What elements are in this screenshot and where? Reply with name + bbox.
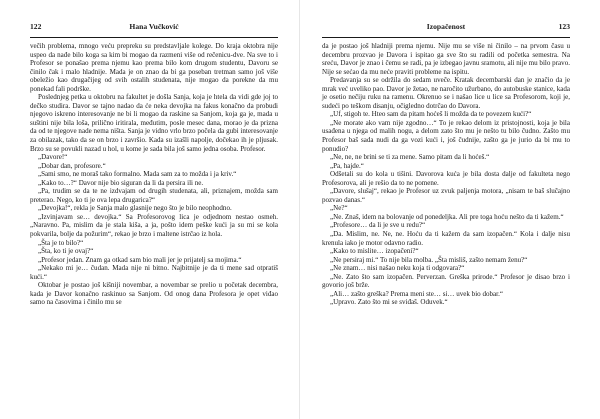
paragraph: „Kako to mislite… izopačeni?“: [330, 247, 419, 256]
paragraph: večih problema, mnogo veću prepreku su predstavljale kolege. Do kraja oktobra nije uspeo da nađe bilo koga sa kim bi mogao da razmeni više od rečenicu-dve. Na sve to i Profesor se ponašao prema njemu kao prema bilo kom drugom studentu, Davoru se činilo čak i malo hladnije. Mada je on znao da bi ga poseban tretman samo još više obeležio kao drugačijeg od svih ostalih studenata, nije mogao da porekne da mu ponekad fali podrške.: [30, 42, 278, 93]
paragraph: „Nekako mi je… čudan. Mada nije ni bitno. Najbitnije je da ti mene sad otpratiš kući.“: [30, 264, 278, 281]
right-running-header: [322, 22, 570, 37]
paragraph: „Davore!“: [38, 153, 68, 162]
left-page-number: 122: [30, 22, 42, 31]
left-running-header: [30, 22, 278, 37]
paragraph: „Profesore… da li je sve u redu?“: [330, 221, 426, 230]
left-running-head: Hana Vučković: [129, 22, 179, 31]
paragraph: „Šta je to bilo?“: [38, 238, 84, 247]
paragraph: „Izvinjavam se… devojka.“ Sa Profesorovog lica je odjednom nestao osmeh. „Naravno. Pa, mislim da je stala kiša, a ja, pošto idem peške kući ja su mi se kola pokvarila, bolje da požurim“, rekao je brzo i maltene istrčao iz hola.: [30, 212, 278, 239]
paragraph: „Davore, slušaj“, rekao je Profesor uz zvuk paljenja motora, „nisam te baš slučajno pozvao danas.“: [322, 187, 570, 204]
paragraph: „Dobar dan, profesore.“: [38, 161, 106, 170]
paragraph: „Ne, ne, ne brini se ti za mene. Samo pitam da li hoćeš.“: [330, 153, 490, 162]
paragraph: Predavanja su se održila do sedam uveče. Kratak decembarski dan je značio da je mrak već uveliko pao. Davor je žetao, ne naročito užurbano, do autobuske stanice, kada je osetio nečiju ruku na ramenu. Okrenuo se i našao lice u lice sa Profesorom, koji je, sudeći po teškom disanju, očigledno dotrčao do Davora.: [322, 76, 570, 110]
right-running-head: Izopačenost: [426, 22, 466, 31]
paragraph: „Kako to…?“ Davor nije bio siguran da li da persira ili ne.: [38, 178, 204, 187]
paragraph: „Uf, stigoh te. Hteo sam da pitam hoćeš li možda da te povezem kući?“: [330, 110, 532, 119]
paragraph: „Ne?“: [330, 204, 348, 213]
paragraph: Oktobar je postao još kišniji novembar, a novembar se prelio u početak decembra, kada je Davor konačno raskinuo sa Sanjom. Od onog dana Profesora je opet viđao samo na časovima i činilo mu se: [30, 281, 278, 307]
paragraph: „Devojka!“, reklа je Sanja malo glasnije nego što je bilo neophodno.: [38, 204, 232, 213]
paragraph: „Ne persiraj mi.“ To nije bila molba. „Šta misliš, zašto nemam ženu?“: [330, 255, 528, 264]
paragraph: „Ne morate ako vam nije zgodno…“ To je rekao delom iz pristojnosti, koja je bila usađena u njega od malih nogu, a delom zato što mu je nešto tu bilo čudno. Zašto mu Profesor baš sada nudi da ga vozi kući i, još čudnije, zašto ga je jurio da bi mu to ponudio?: [322, 118, 570, 153]
paragraph: „Ali… zašto greška? Prema meni ste… si… uvek bio dobar.“: [330, 289, 503, 298]
paragraph: da je postao još hladniji prema njemu. Nije mu se više ni činilo – na prvom času u decembru prozvao je Davora i ispitao ga sve što su radili od početka semestra. Na sreću, Davor je znao i čemu se radi, pa je izbegao javnu sramotu, ali nije mu bilo pravo. Nije se sećao da mu neće praviti probleme na ispitu.: [322, 42, 570, 76]
paragraph: „Upravo. Zato što mi se sviđaš. Oduvek.“: [330, 298, 448, 307]
paragraph: „Profesor jedan. Znam ga otkad sam bio mali jer je prijatelj sa mojima.“: [38, 255, 242, 264]
paragraph: „Da. Mislim, ne. Ne, ne. Hoću da ti kažem da sam izopačen.“ Kola i dalje nisu krenula iako je motor odavno radio.: [322, 230, 570, 247]
paragraph: „Sami smo, ne moraš tako formalno. Mada sam za to možda i ja kriv.“: [38, 170, 237, 179]
right-body-text: [322, 42, 570, 307]
paragraph: Poslednjeg petka u oktobru na fakultet je došla Sanja, koja je htela da vidi gde joj to dečko studira. Davor se tajno nadao da će neka devojka na fakus konačno da probudi njegovo iskreno interesovanje ne bi li mogao da raskine sa Sanjom, koja ga je, mada u suštini nije bila loša, prilično iritirala, međutim, posle mesec dana, morao je da prizna da od te njegove nade nema ništa. Sanja je vidno vrlo brzo počela da gubi interesovanje za obilazak, tako da se on brzo i završio. Kada su izašli napolje, dočekao ih je pljusak. Brzo su se povukli nazad u hol, u kome je sada bila još samo jedna osoba. Profesor.: [30, 93, 278, 153]
left-header-rule: [30, 37, 278, 38]
paragraph: „Pa, trudim se da te ne izdvajam od drugih studenata, ali, priznajem, možda sam preterao. Nego, ko ti je ova lepa drugarica?“: [30, 187, 278, 204]
left-body-text: [30, 42, 278, 307]
paragraph: „Pa, hajde.“: [330, 161, 364, 170]
paragraph: „Ne. Znaš, idem na bolovanje od ponedeljka. Ali pre toga hoću nešto da ti kažem.“: [330, 212, 564, 221]
paragraph: „Ne znam… nisi našao neku koja ti odgovara?“: [330, 264, 465, 273]
right-header-rule: [322, 37, 570, 38]
right-page-number: 123: [558, 22, 570, 31]
paragraph: „Šta, ko ti je ovaj?“: [38, 247, 94, 256]
right-page: [300, 0, 600, 419]
paragraph: „Ne. Zato što sam izopačen. Perverzan. Greška prirode.“ Profesor je disao brzo i govorio još brže.: [322, 272, 570, 290]
paragraph: Odšetali su do kola u tišini. Davorova kuća je bila dosta dalje od fakulteta nego Profesorova, ali je rešio da to ne pomene.: [322, 170, 570, 187]
